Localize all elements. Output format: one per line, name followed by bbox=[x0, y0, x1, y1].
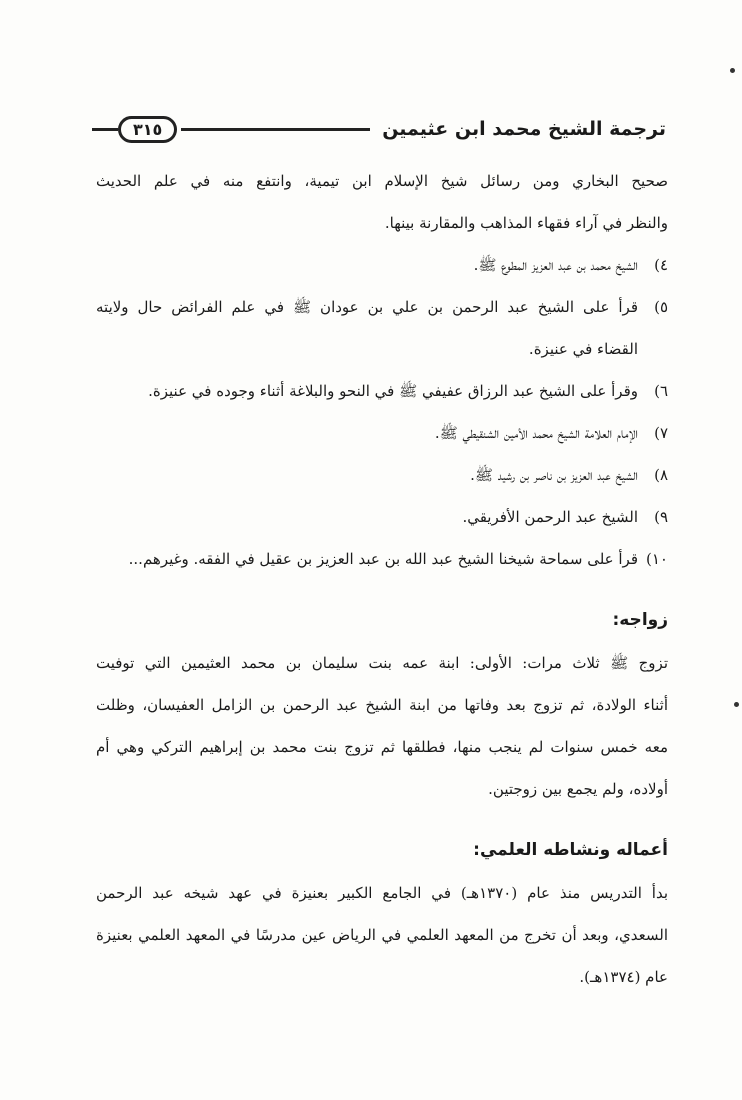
list-number: ٩) bbox=[654, 508, 668, 526]
teacher-text: الشيخ عبد الرحمن الأفريقي. bbox=[462, 508, 638, 526]
list-number: ٥) bbox=[654, 298, 668, 316]
page-header bbox=[92, 112, 666, 146]
teacher-text: قرأ على الشيخ عبد الرحمن بن علي بن عودان ﷺ في علم الفرائض حال ولايته bbox=[96, 298, 638, 316]
teacher-text: الشيخ عبد العزيز بن ناصر بن رشيد ﷺ. bbox=[470, 466, 638, 484]
margin-dot-middle bbox=[734, 702, 739, 707]
page-number: ٣١٥ bbox=[118, 116, 177, 143]
marriage-line: أولاده، ولم يجمع بين زوجتين. bbox=[488, 780, 668, 798]
works-line: السعدي، وبعد أن تخرج من المعهد العلمي في الرياض عين مدرسًا في المعهد العلمي بعنيزة bbox=[96, 926, 668, 944]
list-number: ١٠) bbox=[646, 550, 668, 568]
teacher-text: الإمام العلامة الشيخ محمد الأمين الشنقيطي ﷺ. bbox=[434, 424, 638, 442]
intro-line: والنظر في آراء فقهاء المذاهب والمقارنة بينها. bbox=[384, 214, 668, 232]
section-gap bbox=[96, 580, 668, 594]
works-line: عام (١٣٧٤هـ). bbox=[579, 968, 668, 986]
teacher-item-8 bbox=[96, 454, 668, 496]
margin-dot-top bbox=[730, 68, 735, 73]
intro-line: صحيح البخاري ومن رسائل شيخ الإسلام ابن تيمية، وانتفع منه في علم الحديث bbox=[96, 172, 668, 190]
page-body bbox=[96, 160, 668, 998]
teacher-item-10 bbox=[96, 538, 668, 580]
teacher-item-7 bbox=[96, 412, 668, 454]
section-heading-marriage: زواجه: bbox=[612, 610, 668, 630]
list-number: ٦) bbox=[654, 382, 668, 400]
teacher-item-5 bbox=[96, 286, 668, 328]
header-rule-tail bbox=[92, 128, 118, 131]
marriage-line: تزوج ﷺ ثلاث مرات: الأولى: ابنة عمه بنت سليمان بن محمد العثيمين التي توفيت bbox=[96, 654, 668, 672]
marriage-line: معه خمس سنوات لم ينجب منها، فطلقها ثم تزوج بنت محمد بن إبراهيم التركي وهي أم bbox=[96, 738, 668, 756]
teacher-text: قرأ على سماحة شيخنا الشيخ عبد الله بن عبد العزيز بن عقيل في الفقه. وغيرهم... bbox=[128, 550, 638, 568]
teacher-item-9 bbox=[96, 496, 668, 538]
section-heading-works: أعماله ونشاطه العلمي: bbox=[473, 840, 668, 860]
section-gap bbox=[96, 810, 668, 824]
header-rule bbox=[181, 128, 370, 131]
works-line: بدأ التدريس منذ عام (١٣٧٠هـ) في الجامع الكبير بعنيزة في عهد شيخه عبد الرحمن bbox=[96, 884, 668, 902]
teacher-text-continued: القضاء في عنيزة. bbox=[528, 340, 638, 358]
teacher-item-4 bbox=[96, 244, 668, 286]
list-number: ٧) bbox=[654, 424, 668, 442]
list-number: ٨) bbox=[654, 466, 668, 484]
teacher-text: الشيخ محمد بن عبد العزيز المطوع ﷺ. bbox=[473, 256, 638, 274]
teacher-item-6 bbox=[96, 370, 668, 412]
running-title: ترجمة الشيخ محمد ابن عثيمين bbox=[382, 118, 666, 140]
list-number: ٤) bbox=[654, 256, 668, 274]
teacher-text: وقرأ على الشيخ عبد الرزاق عفيفي ﷺ في النحو والبلاغة أثناء وجوده في عنيزة. bbox=[148, 382, 638, 400]
marriage-line: أثناء الولادة، ثم تزوج بعد وفاتها من ابنة الشيخ عبد الرحمن بن الزامل العفيسان، وظلت bbox=[96, 696, 668, 714]
